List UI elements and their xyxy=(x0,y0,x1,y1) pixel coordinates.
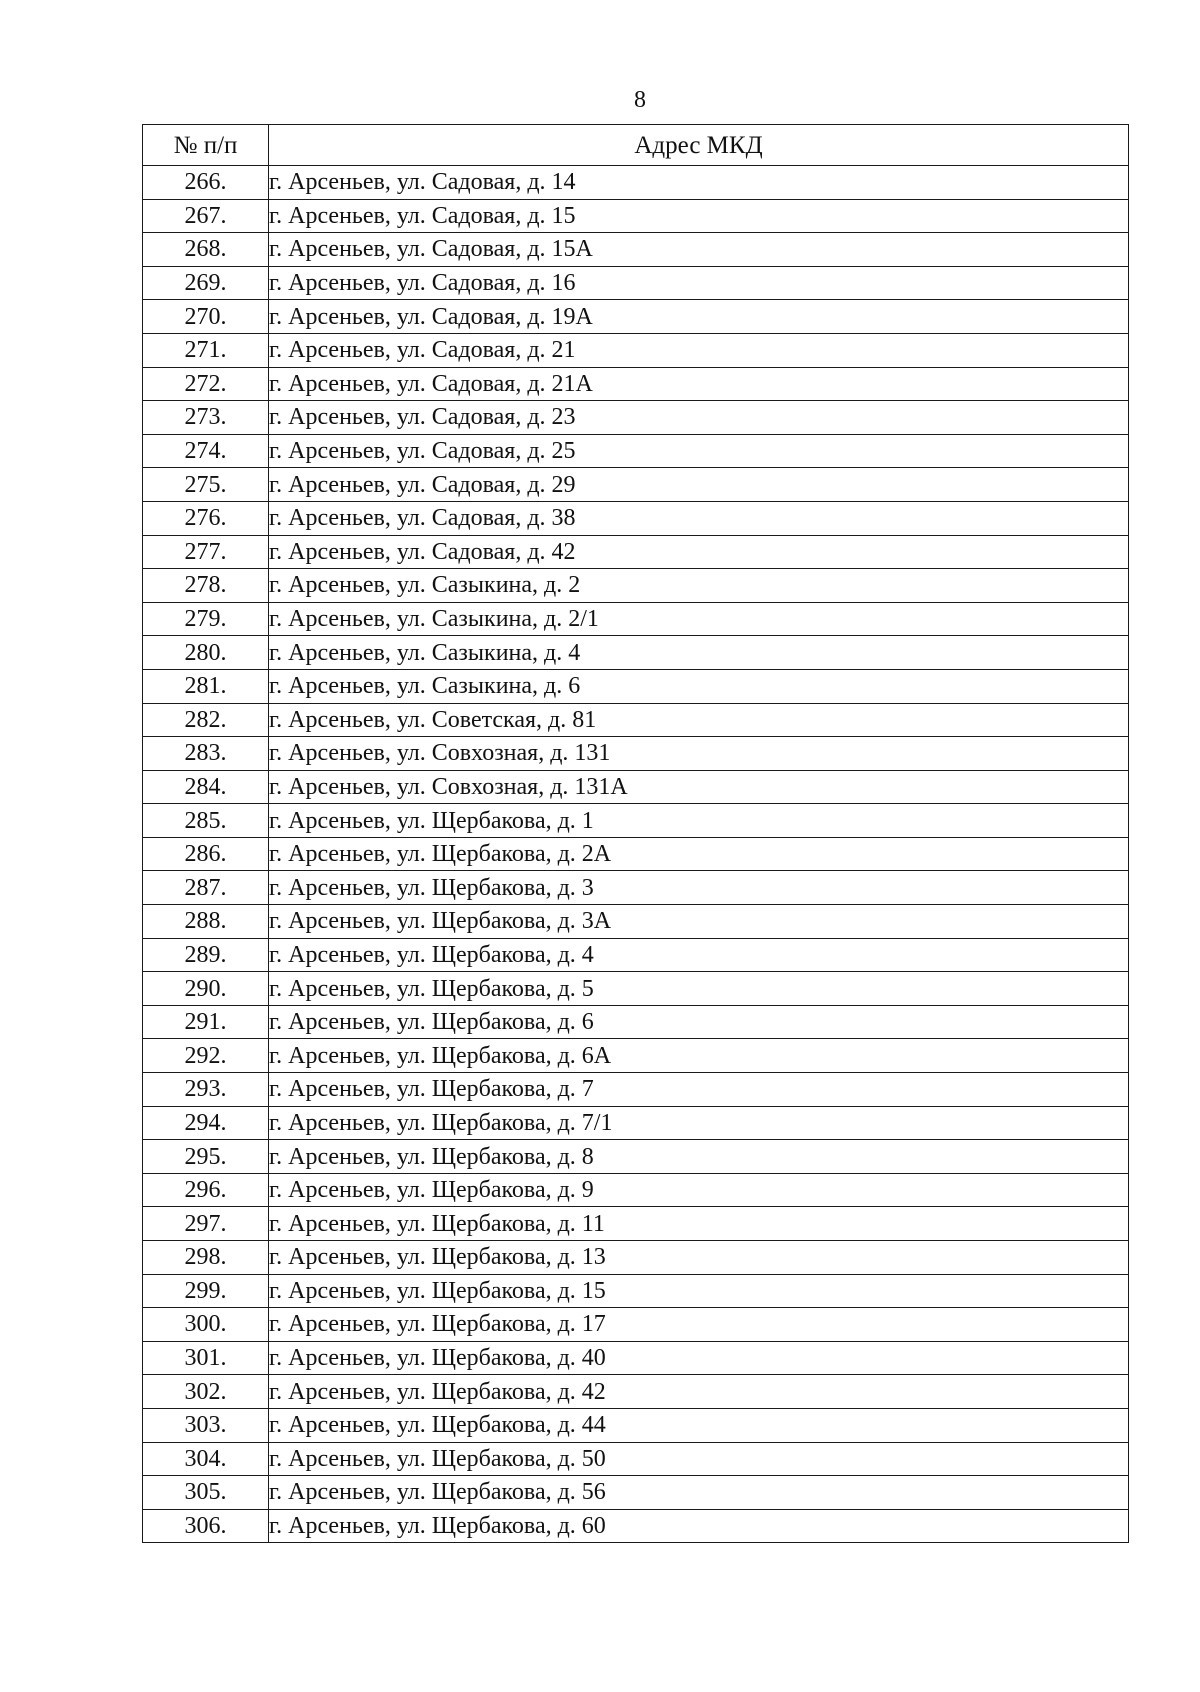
row-number-cell: 301. xyxy=(143,1341,269,1375)
table-row xyxy=(143,1073,1129,1107)
address-cell: г. Арсеньев, ул. Щербакова, д. 56 xyxy=(269,1476,1129,1510)
row-number-cell: 295. xyxy=(143,1140,269,1174)
row-number-cell: 300. xyxy=(143,1308,269,1342)
table-row xyxy=(143,938,1129,972)
table-row xyxy=(143,1375,1129,1409)
table-body xyxy=(143,166,1129,1543)
address-table xyxy=(142,124,1129,1543)
table-row xyxy=(143,434,1129,468)
table-row xyxy=(143,837,1129,871)
address-cell: г. Арсеньев, ул. Щербакова, д. 6 xyxy=(269,1005,1129,1039)
row-number-cell: 298. xyxy=(143,1241,269,1275)
column-header-address: Адрес МКД xyxy=(269,125,1129,166)
table-row xyxy=(143,569,1129,603)
address-cell: г. Арсеньев, ул. Щербакова, д. 6А xyxy=(269,1039,1129,1073)
address-cell: г. Арсеньев, ул. Щербакова, д. 42 xyxy=(269,1375,1129,1409)
table-row xyxy=(143,367,1129,401)
row-number-cell: 266. xyxy=(143,166,269,200)
row-number-cell: 269. xyxy=(143,266,269,300)
address-cell: г. Арсеньев, ул. Щербакова, д. 60 xyxy=(269,1509,1129,1543)
table-row xyxy=(143,1509,1129,1543)
table-row xyxy=(143,1039,1129,1073)
table-row xyxy=(143,1241,1129,1275)
table-row xyxy=(143,1005,1129,1039)
table-row xyxy=(143,804,1129,838)
table-row xyxy=(143,972,1129,1006)
row-number-cell: 284. xyxy=(143,770,269,804)
address-cell: г. Арсеньев, ул. Щербакова, д. 9 xyxy=(269,1173,1129,1207)
address-cell: г. Арсеньев, ул. Щербакова, д. 8 xyxy=(269,1140,1129,1174)
row-number-cell: 275. xyxy=(143,468,269,502)
address-cell: г. Арсеньев, ул. Совхозная, д. 131 xyxy=(269,737,1129,771)
address-cell: г. Арсеньев, ул. Садовая, д. 15А xyxy=(269,233,1129,267)
table-row xyxy=(143,1341,1129,1375)
table-row xyxy=(143,1173,1129,1207)
table-header-row xyxy=(143,125,1129,166)
address-cell: г. Арсеньев, ул. Щербакова, д. 7/1 xyxy=(269,1106,1129,1140)
row-number-cell: 280. xyxy=(143,636,269,670)
table-row xyxy=(143,166,1129,200)
page-number: 8 xyxy=(634,87,646,113)
table-row xyxy=(143,1106,1129,1140)
address-cell: г. Арсеньев, ул. Щербакова, д. 11 xyxy=(269,1207,1129,1241)
address-cell: г. Арсеньев, ул. Садовая, д. 21 xyxy=(269,333,1129,367)
row-number-cell: 297. xyxy=(143,1207,269,1241)
address-cell: г. Арсеньев, ул. Садовая, д. 19А xyxy=(269,300,1129,334)
row-number-cell: 303. xyxy=(143,1408,269,1442)
table-row xyxy=(143,1476,1129,1510)
row-number-cell: 276. xyxy=(143,501,269,535)
row-number-cell: 304. xyxy=(143,1442,269,1476)
table-row xyxy=(143,1207,1129,1241)
address-cell: г. Арсеньев, ул. Сазыкина, д. 2 xyxy=(269,569,1129,603)
table-row xyxy=(143,1442,1129,1476)
row-number-cell: 299. xyxy=(143,1274,269,1308)
row-number-cell: 267. xyxy=(143,199,269,233)
address-cell: г. Арсеньев, ул. Щербакова, д. 4 xyxy=(269,938,1129,972)
address-cell: г. Арсеньев, ул. Сазыкина, д. 2/1 xyxy=(269,602,1129,636)
row-number-cell: 296. xyxy=(143,1173,269,1207)
address-cell: г. Арсеньев, ул. Совхозная, д. 131А xyxy=(269,770,1129,804)
table-row xyxy=(143,501,1129,535)
row-number-cell: 288. xyxy=(143,905,269,939)
table-row xyxy=(143,905,1129,939)
row-number-cell: 302. xyxy=(143,1375,269,1409)
address-cell: г. Арсеньев, ул. Щербакова, д. 7 xyxy=(269,1073,1129,1107)
row-number-cell: 282. xyxy=(143,703,269,737)
table-row xyxy=(143,233,1129,267)
row-number-cell: 286. xyxy=(143,837,269,871)
address-cell: г. Арсеньев, ул. Щербакова, д. 44 xyxy=(269,1408,1129,1442)
table-row xyxy=(143,737,1129,771)
table-header xyxy=(143,125,1129,166)
table-row xyxy=(143,1308,1129,1342)
table-row xyxy=(143,535,1129,569)
table-row xyxy=(143,468,1129,502)
address-cell: г. Арсеньев, ул. Садовая, д. 15 xyxy=(269,199,1129,233)
row-number-cell: 277. xyxy=(143,535,269,569)
table-row xyxy=(143,602,1129,636)
address-cell: г. Арсеньев, ул. Садовая, д. 16 xyxy=(269,266,1129,300)
table-row xyxy=(143,669,1129,703)
row-number-cell: 283. xyxy=(143,737,269,771)
table-row xyxy=(143,636,1129,670)
address-cell: г. Арсеньев, ул. Щербакова, д. 40 xyxy=(269,1341,1129,1375)
row-number-cell: 287. xyxy=(143,871,269,905)
address-cell: г. Арсеньев, ул. Сазыкина, д. 6 xyxy=(269,669,1129,703)
row-number-cell: 270. xyxy=(143,300,269,334)
row-number-cell: 279. xyxy=(143,602,269,636)
address-cell: г. Арсеньев, ул. Щербакова, д. 3А xyxy=(269,905,1129,939)
address-cell: г. Арсеньев, ул. Садовая, д. 38 xyxy=(269,501,1129,535)
row-number-cell: 293. xyxy=(143,1073,269,1107)
row-number-cell: 289. xyxy=(143,938,269,972)
address-cell: г. Арсеньев, ул. Садовая, д. 14 xyxy=(269,166,1129,200)
row-number-cell: 273. xyxy=(143,401,269,435)
row-number-cell: 268. xyxy=(143,233,269,267)
row-number-cell: 294. xyxy=(143,1106,269,1140)
row-number-cell: 290. xyxy=(143,972,269,1006)
table-row xyxy=(143,1408,1129,1442)
table-row xyxy=(143,300,1129,334)
address-cell: г. Арсеньев, ул. Садовая, д. 21А xyxy=(269,367,1129,401)
address-cell: г. Арсеньев, ул. Сазыкина, д. 4 xyxy=(269,636,1129,670)
table-row xyxy=(143,703,1129,737)
column-header-number: № п/п xyxy=(143,125,269,166)
row-number-cell: 274. xyxy=(143,434,269,468)
address-cell: г. Арсеньев, ул. Щербакова, д. 1 xyxy=(269,804,1129,838)
table-row xyxy=(143,199,1129,233)
address-cell: г. Арсеньев, ул. Щербакова, д. 5 xyxy=(269,972,1129,1006)
address-cell: г. Арсеньев, ул. Щербакова, д. 17 xyxy=(269,1308,1129,1342)
table-row xyxy=(143,871,1129,905)
table-row xyxy=(143,401,1129,435)
row-number-cell: 305. xyxy=(143,1476,269,1510)
row-number-cell: 281. xyxy=(143,669,269,703)
address-cell: г. Арсеньев, ул. Садовая, д. 42 xyxy=(269,535,1129,569)
address-cell: г. Арсеньев, ул. Щербакова, д. 2А xyxy=(269,837,1129,871)
row-number-cell: 292. xyxy=(143,1039,269,1073)
address-cell: г. Арсеньев, ул. Советская, д. 81 xyxy=(269,703,1129,737)
address-cell: г. Арсеньев, ул. Щербакова, д. 15 xyxy=(269,1274,1129,1308)
address-cell: г. Арсеньев, ул. Садовая, д. 29 xyxy=(269,468,1129,502)
address-cell: г. Арсеньев, ул. Садовая, д. 23 xyxy=(269,401,1129,435)
row-number-cell: 306. xyxy=(143,1509,269,1543)
row-number-cell: 291. xyxy=(143,1005,269,1039)
table-row xyxy=(143,266,1129,300)
row-number-cell: 278. xyxy=(143,569,269,603)
table-row xyxy=(143,1274,1129,1308)
address-cell: г. Арсеньев, ул. Щербакова, д. 3 xyxy=(269,871,1129,905)
row-number-cell: 285. xyxy=(143,804,269,838)
address-cell: г. Арсеньев, ул. Садовая, д. 25 xyxy=(269,434,1129,468)
address-cell: г. Арсеньев, ул. Щербакова, д. 13 xyxy=(269,1241,1129,1275)
table-row xyxy=(143,333,1129,367)
row-number-cell: 271. xyxy=(143,333,269,367)
table-row xyxy=(143,770,1129,804)
table-row xyxy=(143,1140,1129,1174)
row-number-cell: 272. xyxy=(143,367,269,401)
address-cell: г. Арсеньев, ул. Щербакова, д. 50 xyxy=(269,1442,1129,1476)
